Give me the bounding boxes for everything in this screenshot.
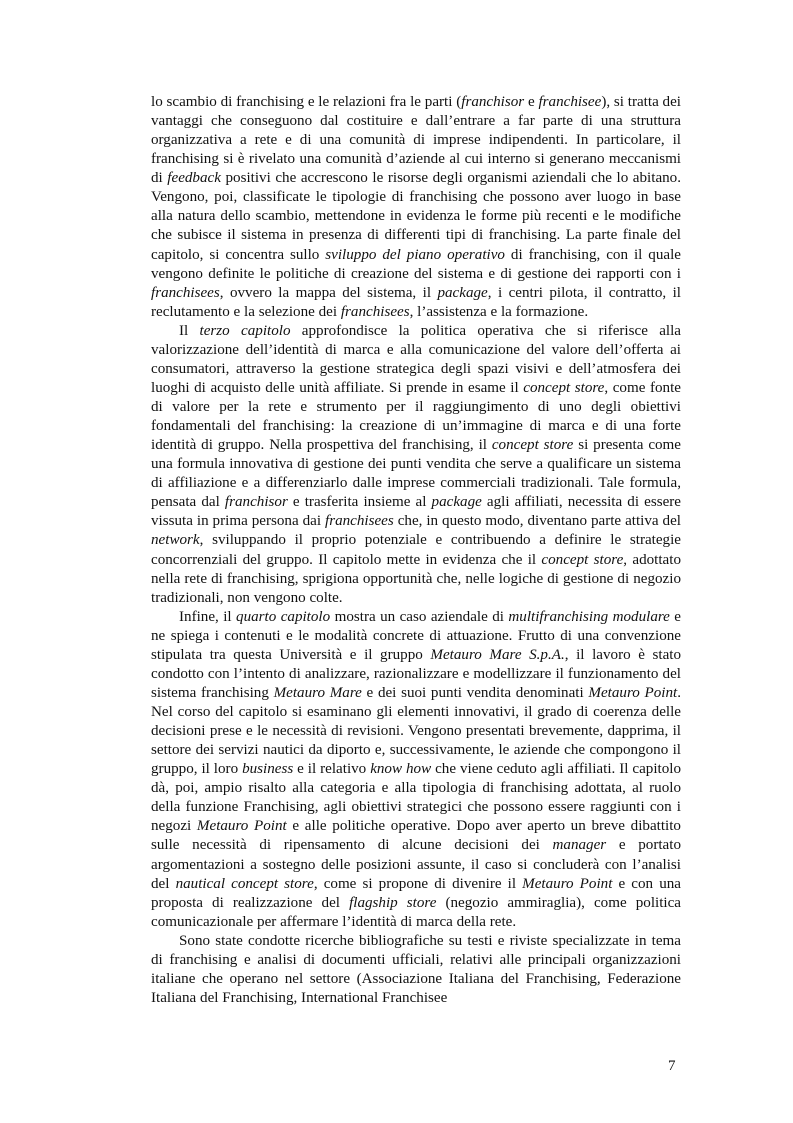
italic-term: concept store	[541, 551, 624, 568]
text-run: di franchising, con il quale vengono definite le politiche di creazione del sistema e di gestione dei rapporti con i	[151, 246, 681, 282]
text-run: e ne spiega i contenuti e le modalità concrete di attuazione. Frutto di una convenzione stipulata tra questa Università e il gruppo	[151, 608, 681, 663]
text-run: Il	[179, 322, 200, 339]
italic-term: franchisees	[325, 513, 394, 530]
italic-term: nautical concept store	[175, 875, 314, 892]
text-run: Infine, il	[179, 608, 237, 625]
italic-term: Metauro Point	[522, 875, 613, 892]
text-run: e portato argomentazioni a sostegno delle posizioni assunte, il caso si concluderà con l’analisi del	[151, 837, 681, 892]
text-run: , come si propone di divenire il	[313, 875, 523, 892]
paragraph-2	[151, 322, 681, 608]
page-number: 7	[668, 1058, 676, 1074]
italic-term: concept store	[523, 379, 605, 396]
italic-term: manager	[552, 837, 607, 854]
italic-term: terzo capitolo	[199, 322, 291, 339]
text-run: che, in questo modo, diventano parte attiva del	[393, 513, 681, 530]
italic-term: flagship store	[349, 894, 437, 911]
text-run: mostra un caso aziendale di	[330, 608, 509, 625]
text-run: , ovvero la mappa del sistema, il	[219, 284, 438, 301]
italic-term: franchisor	[224, 494, 288, 511]
italic-term: franchisee	[538, 94, 602, 110]
italic-term: multifranchising modulare	[508, 608, 670, 625]
italic-term: package	[437, 284, 488, 301]
italic-term: feedback	[167, 170, 221, 187]
text-run: e trasferita insieme al	[287, 494, 432, 511]
italic-term: package	[431, 494, 482, 511]
text-run: positivi che accrescono le risorse degli organismi aziendali che lo abitano. Vengono, poi, classificate le tipologie di franchising che possono aver luogo in base alla natura dello scambio, mettendone in evidenza le forme più recenti e le modifiche che subisce il sistema in presenza di differenti tipi di franchising. La parte finale del capitolo, si concentra sullo	[151, 170, 682, 263]
text-run: , l’assistenza e la formazione.	[409, 303, 589, 320]
italic-term: sviluppo del piano operativo	[325, 246, 505, 263]
page-body	[151, 93, 681, 1008]
text-run: , adottato nella rete di franchising, sprigiona opportunità che, nelle logiche di gestione di negozio tradizionali, non vengono colte.	[151, 551, 681, 606]
italic-term: Metauro Point	[196, 818, 287, 835]
text-run: , sviluppando il proprio potenziale e contribuendo a definire le strategie concorrenziali del gruppo. Il capitolo mette in evidenza che il	[151, 532, 681, 568]
text-run: e alle politiche operative. Dopo aver aperto un breve dibattito sulle necessità di ripensamento di alcune decisioni dei	[151, 818, 681, 854]
text-run: approfondisce la politica operativa che si riferisce alla valorizzazione dell’identità di marca e alla comunicazione del valore dell’offerta ai consumatori, attraverso la gestione strategica degli spazi visivi e dell’atmosfera dei luoghi di acquisto delle unità affiliate. Si prende in esame il	[151, 322, 681, 396]
paragraph-3	[151, 608, 681, 932]
text-run: e dei suoi punti vendita denominati	[361, 684, 589, 701]
text-run: (negozio ammiraglia), come politica comunicazionale per affermare l’identità di marca della rete.	[151, 894, 681, 930]
text-run: . Nel corso del capitolo si esaminano gli elementi innovativi, il grado di coerenza delle decisioni prese e le necessità di revisioni. Vengono presentati brevemente, dapprima, il settore dei servizi nautici da diporto e, successivamente, le aziende che compongono il gruppo, il loro	[151, 684, 682, 778]
text-run: agli affiliati, necessita di essere vissuta in prima persona dai	[151, 494, 681, 530]
italic-term: quarto capitolo	[236, 608, 331, 625]
text-run: , il lavoro è stato condotto con l’intento di analizzare, razionalizzare e modellizzare il funzionamento del sistema franchising	[151, 646, 682, 701]
italic-term: franchisor	[461, 94, 525, 110]
text-run: Sono state condotte ricerche bibliografiche su testi e riviste specializzate in tema di franchising e analisi di documenti ufficiali, relativi alle principali organizzazioni italiane che operano nel settore (Associazione Italiana del Franchising, Federazione Italiana del Franchising, International Franchisee	[151, 932, 681, 1006]
text-run: e	[524, 94, 539, 110]
italic-term: Metauro Point	[588, 684, 678, 701]
text-run: lo scambio di franchising e le relazioni fra le parti (	[151, 94, 462, 110]
text-run: , come fonte di valore per la rete e strumento per il raggiungimento di uno degli obiettivi fondamentali del franchising: la creazione di un’immagine di marca e di una forte identità di gruppo. Nella prospettiva del franchising, il	[151, 379, 681, 454]
italic-term: business	[242, 761, 294, 778]
text-run: e il relativo	[293, 761, 371, 778]
italic-term: franchisees	[151, 284, 220, 301]
italic-term: Metauro Mare S.p.A.	[430, 646, 565, 663]
italic-term: franchisees	[340, 303, 410, 320]
paragraph-1	[151, 93, 681, 322]
text-run: ), si tratta dei vantaggi che conseguono dal costituire e dall’entrare a far parte di una struttura organizzativa a rete e di una comunità di imprese indipendenti. In particolare, il franchising si è rivelato una comunità d’aziende al cui interno si generano meccanismi di	[151, 94, 681, 187]
text-run: e con una proposta di realizzazione del	[151, 875, 682, 911]
text-run: si presenta come una formula innovativa di gestione dei punti vendita che serve a qualificare un sistema di affiliazione e a differenziarlo dalle imprese commerciali tradizionali. Tale formula, pensata dal	[151, 437, 681, 511]
text-run: che viene ceduto agli affiliati. Il capitolo dà, poi, ampio risalto alla categoria e alla tipologia di franchising adottata, al ruolo della funzione Franchising, agli obiettivi strategici che possono essere raggiunti con i negozi	[151, 761, 682, 835]
italic-term: know how	[370, 761, 432, 778]
italic-term: concept store	[491, 437, 574, 454]
italic-term: network	[151, 532, 200, 549]
text-run: , i centri pilota, il contratto, il reclutamento e la selezione dei	[151, 284, 681, 320]
paragraph-4	[151, 932, 681, 1008]
italic-term: Metauro Mare	[273, 684, 362, 701]
